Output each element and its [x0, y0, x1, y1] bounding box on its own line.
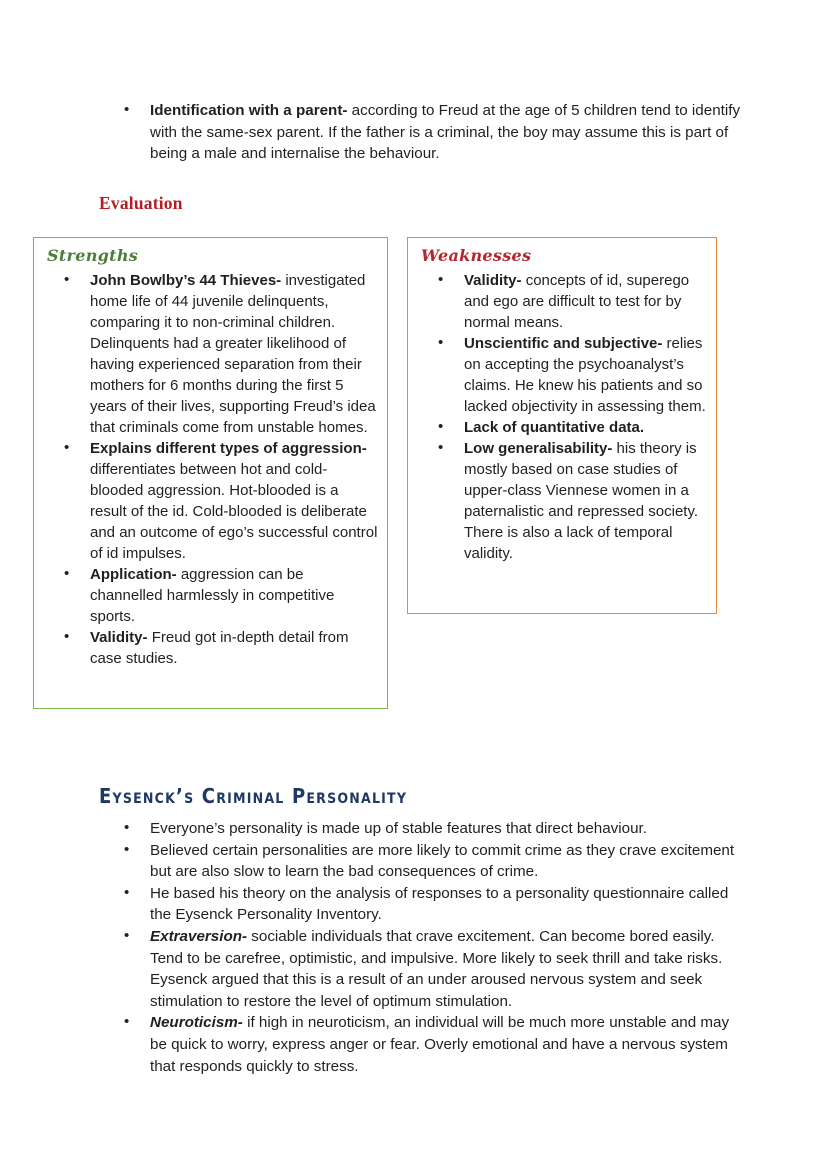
bullet-lead: Neuroticism- [150, 1014, 243, 1032]
bullet-text: Believed certain personalities are more likely to commit crime as they crave excitement but are also slow to learn the bad consequences of crime. [150, 841, 735, 881]
list-item [52, 270, 379, 438]
bullet-lead: Validity- [464, 272, 522, 289]
bullet-text: if high in neuroticism, an individual will be much more unstable and may be quick to worry, express anger or fear. Overly emotional and have a nervous system that responds quickly to stress. [150, 1014, 730, 1075]
list-item [426, 333, 708, 417]
bullet-text: sociable individuals that crave excitement. Can become bored easily. Tend to be carefree, optimistic, and impulsive. More likely to seek thrill and take risks. Eysenck argued that this is a result of an under aroused nervous system and seek stimulation to restore the level of optimum stimulation. [150, 927, 723, 1010]
bullet-text: Everyone’s personality is made up of stable features that direct behaviour. [150, 820, 647, 837]
weaknesses-title: Weaknesses [421, 246, 532, 265]
bullet-text: He based his theory on the analysis of responses to a personality questionnaire called the Eysenck Personality Inventory. [150, 884, 729, 924]
bullet-lead: Lack of quantitative data. [464, 419, 645, 436]
list-item [112, 840, 737, 883]
evaluation-heading: Evaluation [99, 193, 183, 213]
bullet-lead: John Bowlby’s 44 Thieves- [90, 272, 282, 289]
bullet-lead: Identification with a parent- [150, 102, 348, 119]
bullet-text: his theory is mostly based on case studies of upper-class Viennese women in a paternalistic and repressed society. There is also a lack of temporal validity. [464, 440, 699, 562]
list-item [112, 1012, 737, 1077]
bullet-text: concepts of id, superego and ego are difficult to test for by normal means. [464, 272, 690, 331]
bullet-text: investigated home life of 44 juvenile delinquents, comparing it to non-criminal children. Delinquents had a greater likelihood of having experienced separation from their mothers for 6 months during the first 5 years of their lives, supporting Freud’s idea that criminals come from unstable homes. [90, 272, 376, 436]
list-item [112, 926, 737, 1012]
list-item [112, 100, 742, 165]
bullet-text: differentiates between hot and cold-blooded aggression. Hot-blooded is a result of the id. Cold-blooded is deliberate and an outcome of ego’s successful control of id impulses. [90, 461, 378, 562]
weaknesses-box [407, 237, 717, 614]
bullet-text: relies on accepting the psychoanalyst’s claims. He knew his patients and so lacked objectivity in assessing them. [464, 335, 706, 415]
strengths-bullet-list [52, 270, 379, 669]
list-item [52, 438, 379, 564]
bullet-lead: Unscientific and subjective- [464, 335, 663, 352]
strengths-box [33, 237, 388, 709]
bullet-lead: Low generalisability- [464, 440, 613, 457]
list-item [52, 627, 379, 669]
list-item [426, 417, 708, 438]
bullet-text: Freud got in-depth detail from case studies. [90, 629, 349, 667]
eysenck-bullet-list [112, 818, 737, 1077]
list-item [52, 564, 379, 627]
bullet-lead: Validity- [90, 629, 148, 646]
eysenck-section-title: Eysenck’s Criminal Personality [99, 784, 408, 808]
bullet-text: aggression can be channelled harmlessly in competitive sports. [90, 566, 335, 625]
weaknesses-bullet-list [426, 270, 708, 564]
list-item [112, 818, 737, 840]
intro-bullet-block [112, 100, 742, 165]
list-item [426, 270, 708, 333]
bullet-lead: Extraversion- [150, 927, 248, 945]
list-item [112, 883, 737, 926]
list-item [426, 438, 708, 564]
bullet-text: according to Freud at the age of 5 children tend to identify with the same-sex parent. If the father is a criminal, the boy may assume this is part of being a male and internalise the behaviour. [150, 102, 741, 163]
intro-bullet-list [112, 100, 742, 165]
strengths-title: Strengths [47, 246, 139, 265]
bullet-lead: Explains different types of aggression- [90, 440, 367, 457]
bullet-lead: Application- [90, 566, 177, 583]
